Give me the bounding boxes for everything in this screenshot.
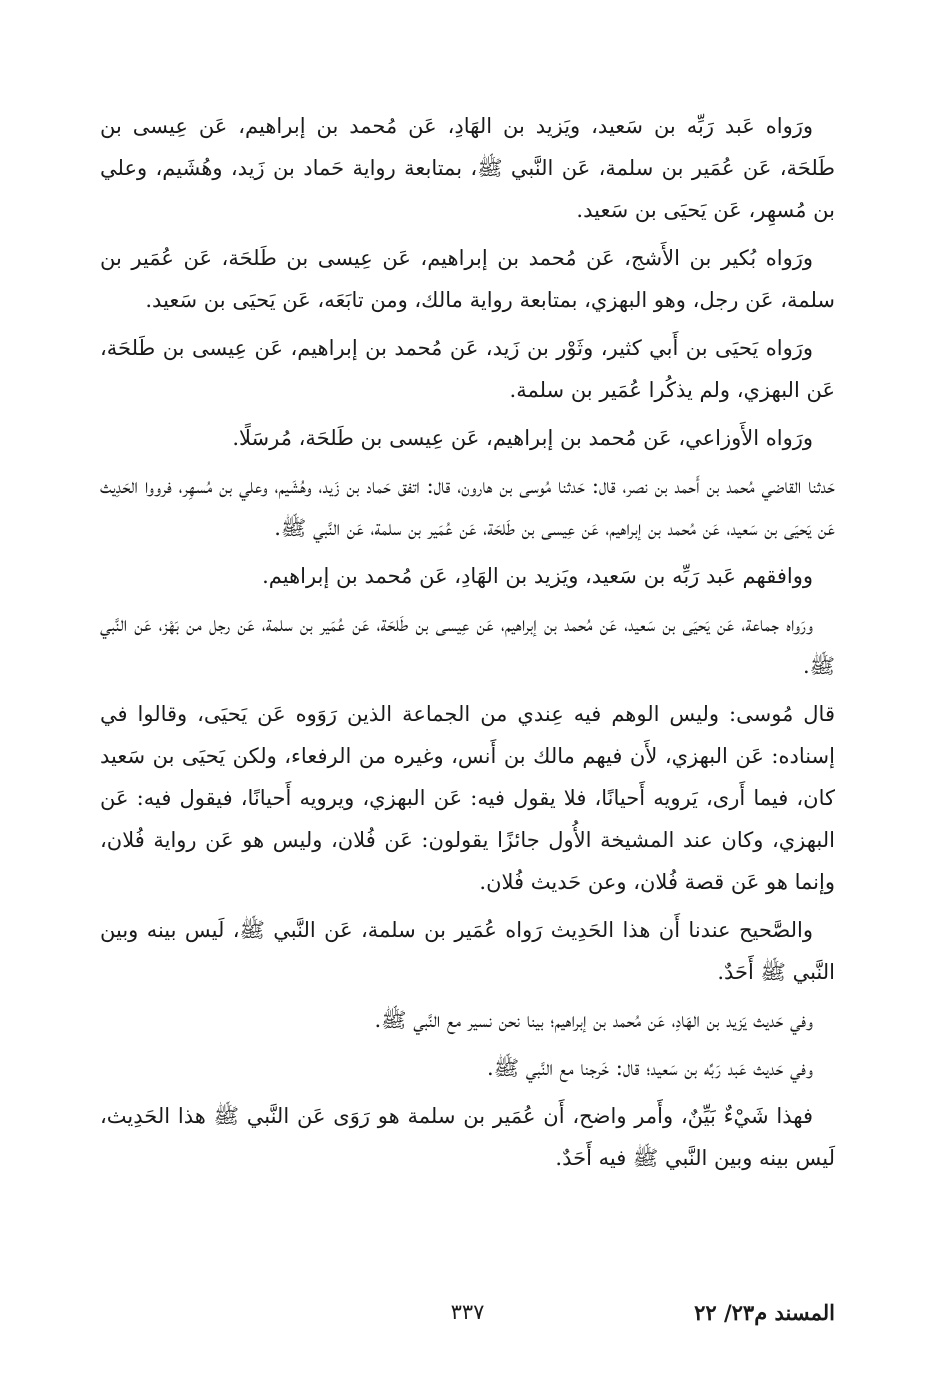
- paragraph: ورَواه الأَوزاعي، عَن مُحمد بن إبراهيم، عَن عِيسى بن طَلحَة، مُرسَلًا.: [232, 426, 813, 450]
- paragraph: ورَواه عَبد رَبِّه بن سَعيد، ويَزيد بن الهَادِ، عَن مُحمد بن إبراهيم، عَن عِيسى بن طَلحَة، عَن عُمَير بن سلمة، عَن النَّبي ﷺ، بمتابعة رواية حَماد بن زَيد، وهُشَيم، وعلي بن مُسهِر، عَن يَحيَى بن سَعيد.: [100, 114, 835, 222]
- volume-signature: المسند م٢٣/ ٢٢: [694, 1300, 835, 1325]
- paragraph: ورَواه جماعة، عَن يَحيَى بن سَعيد، عَن مُحمد بن إبراهيم، عَن عِيسى بن طَلحَة، عَن عُمَير بن سلمة، عَن رجل من بَهْز، عَن النَّبي ﷺ.: [100, 612, 835, 678]
- paragraph: والصَّحيح عندنا أَن هذا الحَدِيث رَواه عُمَير بن سلمة، عَن النَّبي ﷺ، لَيس بينه وبين النَّبي ﷺ أَحَدٌ.: [100, 918, 835, 984]
- paragraph: ورَواه يَحيَى بن أَبي كثير، وثَوْر بن زَيد، عَن مُحمد بن إبراهيم، عَن عِيسى بن طَلحَة، عَن البهزي، ولم يذكُرا عُمَير بن سلمة.: [100, 336, 835, 402]
- paragraph: قال مُوسى: وليس الوهم فيه عِندي من الجماعة الذين رَوَوه عَن يَحيَى، وقالوا في إسناده: عَن البهزي، لأَن فيهم مالك بن أَنس، وغيره من الرفعاء، ولكن يَحيَى بن سَعيد كان، فيما أَرى، يَرويه أَحيانًا، فلا يقول فيه: عَن البهزي، ويرويه أَحيانًا، فيقول فيه: عَن البهزي، وكان عند المشيخة الأُول جائزًا يقولون: عَن فُلان، وليس هو عَن رواية فُلان، وإنما هو عَن قصة فُلان، وعن حَديث فُلان.: [100, 702, 835, 894]
- page-number: ٣٣٧: [450, 1300, 485, 1324]
- paragraph: ووافقهم عَبد رَبِّه بن سَعيد، ويَزيد بن الهَادِ، عَن مُحمد بن إبراهيم.: [262, 564, 813, 588]
- paragraph: فهذا شَيْءٌ بَيِّنٌ، وأَمر واضح، أَن عُمَير بن سلمة هو رَوَى عَن النَّبي ﷺ هذا الحَدِيث، لَيس بينه وبين النَّبي ﷺ فيه أَحَدٌ.: [100, 1104, 835, 1170]
- page-body: [100, 105, 835, 1185]
- paragraph: حَدثنا القاضي مُحمد بن أَحمد بن نصر، قال: حَدثنا مُوسى بن هارون، قال: اتفق حَماد بن زَيد، وهُشَيم، وعلي بن مُسهِر، فرووا الحَدِيث عَن يَحيَى بن سَعيد، عَن مُحمد بن إبراهيم، عَن عِيسى بن طَلحَة، عَن عُمَير بن سلمة، عَن النَّبي ﷺ.: [100, 474, 835, 540]
- page-footer: [100, 1300, 835, 1340]
- paragraph: وفي حَديث عَبد رَبِّه بن سَعيد؛ قال: خَرجنا مع النَّبي ﷺ.: [487, 1056, 813, 1080]
- paragraph: ورَواه بُكير بن الأَشج، عَن مُحمد بن إبراهيم، عَن عِيسى بن طَلحَة، عَن عُمَير بن سلمة، عَن رجل، وهو البهزي، بمتابعة رواية مالك، ومن تابَعَه، عَن يَحيَى بن سَعيد.: [100, 246, 835, 312]
- paragraph: وفي حَديث يَزيد بن الهَادِ، عَن مُحمد بن إبراهيم؛ بينا نحن نسير مع النَّبي ﷺ.: [374, 1008, 813, 1032]
